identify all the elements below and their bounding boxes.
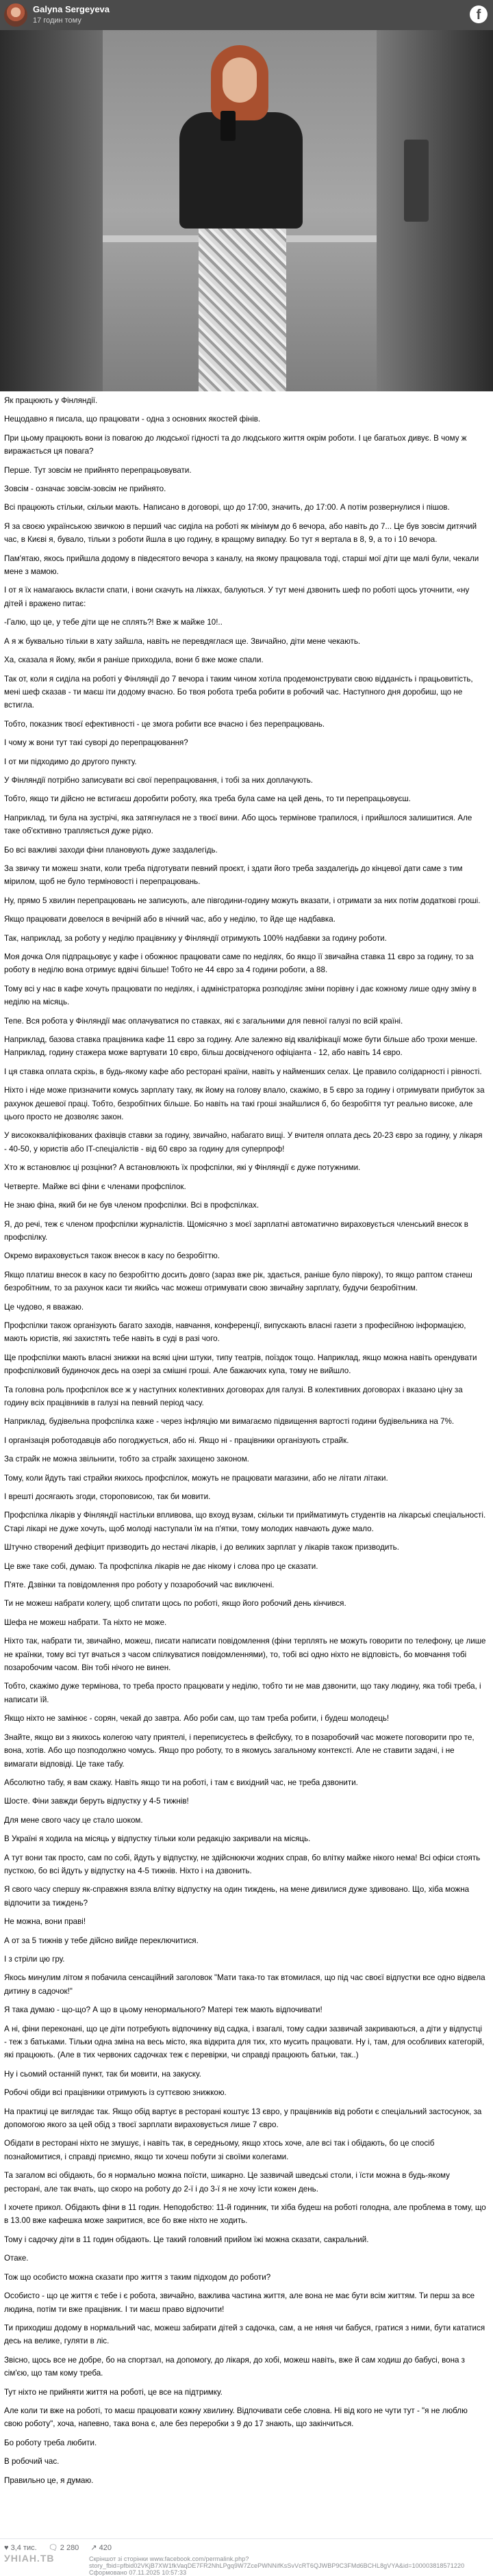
post-paragraph: За страйк не можна звільнити, тобто за страйк захищено законом. <box>4 1455 249 1464</box>
post-paragraph: Хто ж встановлює ці розцінки? А встановлюють їх профспілки, які у Фінляндії є дуже потужними. <box>4 1163 361 1173</box>
post-paragraph: Якщо платиш внесок в касу по безробіттю досить довго (зараз вже рік, здається, раніше було півроку), то якщо раптом станеш безробітним, то за рахунок каси ти якийсь час можеш отримувати свою звичайну зарплату, будучи безробітним. <box>4 1270 472 1293</box>
post-paragraph: Якось минулим літом я побачила сенсаційний заголовок "Мати така-то так втомилася, що під час своєї відпустки все одно відвела дитину в садочок!" <box>4 1973 485 1996</box>
post-paragraph: А от за 5 тижнів у тебе дійсно вийде переключитися. <box>4 1936 199 1945</box>
post-paragraph: Для мене свого часу це стало шоком. <box>4 1815 143 1825</box>
author-name[interactable]: Galyna Sergeyeva <box>33 4 110 14</box>
post-paragraph: Нещодавно я писала, що працювати - одна з основних якостей фінів. <box>4 415 261 424</box>
shares-count[interactable]: ↗ 420 <box>90 2544 112 2552</box>
post-paragraph: Профспілки також організують багато заходів, навчання, конференції, випускають власні газети з професійною інформацією, мають юристів, які захистять тебе навіть в суді в разі чого. <box>4 1320 466 1344</box>
post-paragraph: А ні, фіни переконані, що це діти потребують відпочинку від садка, і взагалі, тому садки зазвичай закриваються, а діти у відпустці - теж з батьками. Тільки одна зміна на весь місто, яка відкрита для тих, хто мусить працювати. Ну і, там, для особливих категорій, які працюють. (Але в тих червоних садочках теж є перевірки, чи справді працюють батьки, так..) <box>4 2024 485 2060</box>
post-paragraph: І от я їх намагаюсь вкласти спати, і вони скачуть на ліжках, балуються. У тут мені дзвонить шеф по роботі щось уточнити, «ну дітей і вражено питає: <box>4 586 470 608</box>
post-paragraph: Моя дочка Оля підпрацьовує у кафе і обожнює працювати саме по неділях, бо якщо її звичайна ставка 11 євро за годину, то за роботу в неділю вона отримує вдвічі більше! Тобто не 44 євро за 4 години роботи, а 88. <box>4 952 474 975</box>
post-paragraph: Та загалом всі обідають, бо я нормально можна поїсти, шикарно. Це зазвичай шведські столи, і їсти можна в будь-якому ресторані, але так вчать, що скоро на роботу до 2-ї і до 3-ї я не хочу їсти кожен день. <box>4 2171 450 2194</box>
post-paragraph: Не знаю фіна, який би не був членом профспілки. Всі в профспілках. <box>4 1201 260 1210</box>
unian-logo: УНІАН.ТВ <box>4 2553 55 2564</box>
post-body <box>4 394 487 2493</box>
post-paragraph: Знайте, якщо ви з якихось колегою чату приятелі, і переписуєтесь в фейсбуку, то в позаробочий час можете поговорити про те, вона, хотів. Або що позподолжно чомусь. Якщо про роботу, то в якомусь загальному контексті. Але не ставити задачі, і не вимагати відповіді. Це таке табу. <box>4 1732 475 1769</box>
post-paragraph: Тобто, показник твоєї ефективності - це змога робити все вчасно і без перепрацювань. <box>4 719 325 729</box>
post-paragraph: Ще профспілки мають власні знижки на всякі ціни штуки, типу театрів, поїздок тощо. Наприклад, якщо можна навіть орендувати профспілковий будиночок десь на озері за смішні гроші. Але бажаючих купа, тому не вийшло. <box>4 1353 477 1376</box>
post-paragraph: Це чудово, я вважаю. <box>4 1302 84 1312</box>
post-paragraph: На практиці це виглядає так. Якщо обід вартує в ресторані коштує 13 євро, у працівників від роботи є спеціальний застосунок, за допомогою якого за цей обід з твоєї зарплати вираховується лише 7 євро. <box>4 2107 482 2130</box>
post-paragraph: Правильно це, я думаю. <box>4 2475 94 2485</box>
post-paragraph: Абсолютно табу, я вам скажу. Навіть якщо ти на роботі, і там є вихідний час, не треба дзвонити. <box>4 1778 358 1787</box>
post-paragraph: Наприклад, базова ставка працівника кафе 11 євро за годину. Але залежно від кваліфікації може бути більше або трохи менше. Наприклад, годину стажера може вартувати 10 євро, більш досвідченого офіціанта - 12, або навіть 14 євро. <box>4 1035 477 1058</box>
post-paragraph: Ти не можеш набрати колегу, щоб спитати щось по роботі, якщо його робочий день кінчився. <box>4 1599 346 1609</box>
facebook-icon: f <box>470 5 488 23</box>
post-paragraph: Тут ніхто не прийняти життя на роботі, це все на підтримку. <box>4 2387 223 2397</box>
post-paragraph: Тож що особисто можна сказати про життя з таким підходом до роботи? <box>4 2272 271 2282</box>
elevator-wall-left <box>0 30 103 391</box>
post-paragraph: І з стріли цю гру. <box>4 1954 65 1964</box>
post-paragraph: Тому всі у нас в кафе хочуть працювати по неділях, і адміністраторка розподіляє зміни порівну і дає кожному лише одну зміну в неділю на місяць. <box>4 984 477 1007</box>
post-paragraph: Наприклад, ти була на зустрічі, яка затягнулася не з твоєї вини. Або щось термінове трапилося, і прийшлося залишитися. Але таке об'єктивно трапляється дуже рідко. <box>4 813 472 836</box>
post-paragraph: У висококваліфікованих фахівців ставки за годину, звичайно, набагато вищі. У вчителя оплата десь 20-23 євро за годину, у лікаря - 40-50, у юристів або IT-спеціалістів - від 60 євро за годину для суперпроф! <box>4 1131 483 1154</box>
post-paragraph: Перше. Тут зовсім не прийнято перепрацьовувати. <box>4 465 192 475</box>
post-paragraph: Так от, коли я сиділа на роботі у Фінляндії до 7 вечора і таким чином хотіла продемонструвати свою відданість і працьовитість, мені шеф сказав - ти маєш іти додому вчасно. Бо твоя робота треба робити в робочий час. Наступного дня доробиш, що не встигла. <box>4 674 473 710</box>
post-paragraph: Я свого часу спершу як-справжня взяла влітку відпустку на один тиждень, на мене дивилися дуже здивовано. Що, хіба можна відпочити за тиждень? <box>4 1885 470 1908</box>
post-paragraph: -Галю, що це, у тебе діти ще не сплять?! Вже ж майже 10!.. <box>4 618 223 627</box>
post-paragraph: Штучно створений дефіцит призводить до нестачі лікарів, і до великих зарплат у лікарів також призводить. <box>4 1543 399 1552</box>
post-paragraph: І хочете прикол. Обідають фіни в 11 годин. Неподобство: 11-й годинник, ти хіба будеш на роботі голодна, але проблема в тому, що в 13.00 вже кафешка може закритися, все бо вже ніхто не ходить. <box>4 2203 486 2226</box>
person-face <box>223 57 257 103</box>
post-paragraph: Наприклад, будівельна профспілка каже - через інфляцію ми вимагаємо підвищення вартості години будівельника на 7%. <box>4 1417 455 1427</box>
elevator-button-panel <box>404 140 429 222</box>
post-paragraph: Отаке. <box>4 2254 29 2263</box>
post-header <box>0 0 493 30</box>
post-paragraph: Тобто, скажімо дуже термінова, то треба просто працювати у неділю, тобто ти не мав дзвонити, що таку людину, яка тобі треба, і написати їй. <box>4 1682 481 1704</box>
post-paragraph: Не можна, вони праві! <box>4 1917 86 1927</box>
post-paragraph: Якщо ніхто не замінює - сорян, чекай до завтра. Або роби сам, що там треба робити, і будеш молодець! <box>4 1714 390 1723</box>
post-paragraph: Я, до речі, теж є членом профспілки журналістів. Щомісячно з моєї зарплатні автоматично вираховується членський внесок в профспілку. <box>4 1219 468 1242</box>
post-paragraph: Так, наприклад, за роботу у неділю працівнику у Фінляндії отримують 100% надбавки за годину роботи. <box>4 933 387 943</box>
post-paragraph: Бо роботу треба любити. <box>4 2438 97 2447</box>
post-paragraph: Тепе. Вся робота у Фінляндії має оплачуватися по ставках, які є загальними для певної галузі по всій країні. <box>4 1016 403 1026</box>
post-paragraph: Окремо вираховується також внесок в касу по безробіттю. <box>4 1251 220 1261</box>
post-paragraph: Це вже таке собі, думаю. Та профспілка лікарів не дає нікому і слова про це сказати. <box>4 1561 318 1571</box>
comments-count[interactable]: 🗨 2 280 <box>48 2544 79 2552</box>
post-paragraph: В робочий час. <box>4 2457 60 2467</box>
post-paragraph: Тобто, якщо ти дійсно не встигаєш доробити роботу, яка треба була саме на цей день, то ти перепрацьовуєш. <box>4 794 411 804</box>
person-jacket <box>179 112 303 229</box>
post-paragraph: За звичку ти можеш знати, коли треба підготувати певний проєкт, і здати його треба заздалегідь до кінцевої дати саме з тим мірилом, щоб не було терміновості і перепрацювань. <box>4 863 463 887</box>
post-paragraph: Я за своєю українською звичкою в перший час сиділа на роботі як мінімум до 6 вечора, або навіть до 7... Це був зовсім дитячий час, в Києві я, бувало, тільки з роботи йшла в цю годину, в кращому випадку. Бо тут я вертала в 8, 9, а то і 10 вечора. <box>4 521 477 545</box>
post-paragraph: Тому і садочку діти в 11 годин обідають. Це такий головний прийом їжі можна сказати, сакральний. <box>4 2235 369 2244</box>
post-paragraph: В Україні я ходила на місяць у відпустку тільки коли редакцію закривали на місяць. <box>4 1834 311 1844</box>
post-paragraph: Ніхто так, набрати ти, звичайно, можеш, писати написати повідомлення (фіни терплять не можуть говорити по телефону, це лише не країнки, тому всі тут вчаться з часом спілкуватися повідомленнями), то, тобі всі одно ніхто не відповість, бо мовчання тобі позаробочим часом. Він тобі нічого не винен. <box>4 1637 486 1673</box>
post-paragraph: А я ж буквально тільки в хату зайшла, навіть не перевдяглася ще. Звичайно, діти мене чекають. <box>4 636 361 646</box>
post-paragraph: Бо всі важливі заходи фіни плановують дуже заздалегідь. <box>4 845 218 855</box>
post-paragraph: Шефа не можеш набрати. Та ніхто не може. <box>4 1617 167 1627</box>
post-paragraph: Пам'ятаю, якось прийшла додому в півдесятого вечора з каналу, на якому працювала тоді, старші мої діти ще малі були, чекали мене з мамою. <box>4 554 479 577</box>
post-paragraph: А тут вони так просто, сам по собі, йдуть у відпустку, не здійснюючи жодних справ, бо влітку майже нікого нема! Всі офіси стоять пусткою, бо всі йдуть у відпустку на 4-5 тижнів. Ніхто і на дзвонить. <box>4 1853 481 1875</box>
likes-count[interactable]: ♥ 3,4 тис. <box>4 2544 37 2552</box>
post-paragraph: При цьому працюють вони із повагою до людської гідності та до людського життя окрім роботи. І це багатьох дивує. В чому ж виражається ця повага? <box>4 433 467 456</box>
post-paragraph: І організація роботодавців або погоджується, або ні. Якщо ні - працівники організують страйк. <box>4 1435 349 1445</box>
post-paragraph: І чому ж вони тут такі суворі до перепрацювання? <box>4 738 188 748</box>
post-paragraph: Особисто - що це життя є тебе і є робота, звичайно, важлива частина життя, але вона не має бути всім життям. Ти перш за все людина, потім ти вже працівник. І ти маєш право відпочити! <box>4 2291 475 2314</box>
post-paragraph: Ну, прямо 5 хвилин перепрацювань не записують, але півгодини-годину можуть вказати, і отримати за них потім додаткові гроші. <box>4 896 481 905</box>
post-paragraph: У Фінляндії потрібно записувати всі свої перепрацювання, і тобі за них доплачують. <box>4 775 313 785</box>
author-avatar[interactable] <box>4 3 27 27</box>
post-timestamp[interactable]: 17 годин тому <box>33 16 81 25</box>
post-paragraph: Шосте. Фіни завжди беруть відпустку у 4-5 тижнів! <box>4 1797 189 1806</box>
post-paragraph: Робочі обіди всі працівники отримують із суттєвою знижкою. <box>4 2088 227 2098</box>
post-paragraph: Тому, коли йдуть такі страйки якихось профспілок, можуть не працювати магазини, або не літати літаки. <box>4 1473 388 1483</box>
post-paragraph: Ніхто і ніде може призначити комусь зарплату таку, як йому на голову влало, скажімо, в 5 євро за годину і отримувати прибуток за рахунок дешевої праці. Тобто, безробітних більше. Бо навіть на такі гроші знайшлися б, бо безробіття тут реально високе, але цього просто не дозволяє закон. <box>4 1086 485 1122</box>
post-paragraph: Якщо працювати довелося в вечірній або в нічний час, або у неділю, то йде ще надбавка. <box>4 915 336 924</box>
person-dress <box>199 201 286 391</box>
post-paragraph: Як працюють у Фінляндії. <box>4 396 98 405</box>
post-paragraph: І врешті досягають згоди, стороповисою, так би мовити. <box>4 1492 211 1501</box>
post-paragraph: Четверте. Майже всі фіни є членами профспілок. <box>4 1182 186 1191</box>
post-footer <box>0 2538 493 2576</box>
post-paragraph: Та головна роль профспілок все ж у наступних колективних договорах для галузі. В колективних договорах і вказано ціну за годину всіх працівників в галузі на певний період часу. <box>4 1385 463 1407</box>
screenshot-watermark: Скріншот зі сторінки www.facebook.com/permalink.php?story_fbid=pfbid02VKjB7XW1fkVaqDE7FR2NhLPgq9W7ZcePWNNifKsSvVcRT6QJWBP9C3FMd6BCHL8gVYA&id=100003818571220 Сформовано 07.11.2025 10:57:33 <box>89 2555 465 2576</box>
phone-icon <box>220 111 236 141</box>
elevator-wall-right <box>377 30 493 391</box>
post-paragraph: Звісно, щось все не добре, бо на спортзал, на допомогу, до лікаря, до хобі, можеш навіть, вже й сам ходиш до бабусі, вона з сім'єю, що там кому треба. <box>4 2355 465 2378</box>
post-paragraph: Ха, сказала я йому, якби я раніше приходила, вони б вже може спали. <box>4 655 264 665</box>
reaction-bar <box>4 2543 121 2552</box>
post-paragraph: Ти приходиш додому в нормальний час, можеш забирати дітей з садочка, сам, а не няня чи бабуся, гратися з ними, бути кататися десь на велике, гуляти в ліс. <box>4 2323 485 2346</box>
post-paragraph: І от ми підходимо до другого пункту. <box>4 757 137 766</box>
post-paragraph: Зовсім - означає зовсім-зовсім не прийнято. <box>4 484 166 494</box>
post-paragraph: І ця ставка оплата скрізь, в будь-якому кафе або ресторані країни, навіть у найменших селах. Це правило солідарності і рівності. <box>4 1067 482 1076</box>
post-paragraph: Ну і сьомий останній пункт, так би мовити, на закуску. <box>4 2069 201 2079</box>
post-paragraph: П'яте. Дзвінки та повідомлення про роботу у позаробочий час виключені. <box>4 1580 275 1590</box>
post-paragraph: Профспілка лікарів у Фінляндії настільки впливова, що вхоуд вузам, скільки ти прийматимуть студентів на лікарські спеціальності. Старі лікарі не дуже хочуть, щоб молоді наступали їм на п'ятки, тому молодих навчають дуже мало. <box>4 1511 486 1533</box>
post-photo[interactable] <box>0 30 493 391</box>
post-paragraph: Обідати в ресторані ніхто не змушує, і навіть так, в середньому, якщо хтось хоче, але всі так і обідають, бо це спосіб познайомитися, і справді приємно, якщо ти хочеш побути зі своїми колегами. <box>4 2139 435 2161</box>
post-paragraph: Я така думаю - що-що? А що в цьому ненормального? Матері теж мають відпочивати! <box>4 2005 323 2015</box>
post-paragraph: Всі працюють стільки, скільки мають. Написано в договорі, що до 17:00, значить, до 17:00. А потім розвернулися і пішов. <box>4 503 450 512</box>
post-paragraph: Але коли ти вже на роботі, то маєш працювати кожну хвилину. Відпочивати себе словна. Ні від кого не чути тут - "я не люблю свою роботу", хоча, напевно, така вона є, але без переробки з 9 до 17 знають, що закінчиться. <box>4 2406 468 2429</box>
